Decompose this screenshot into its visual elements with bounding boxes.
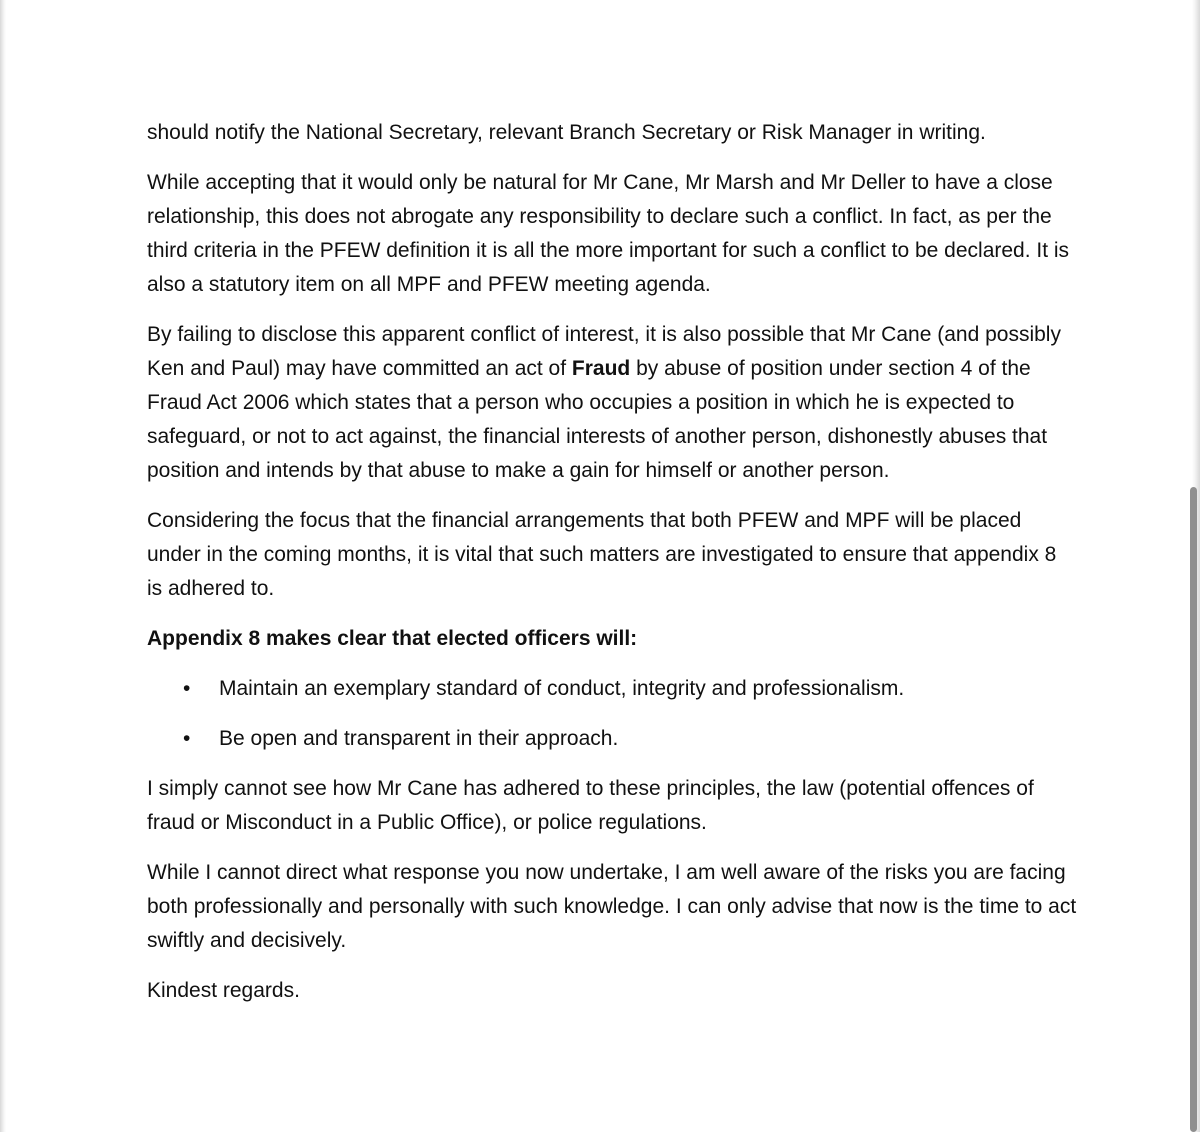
appendix-bullet-list [147, 672, 1077, 756]
bullet-icon: • [183, 677, 191, 700]
fraud-term: Fraud [571, 357, 631, 380]
paragraph-principles: I simply cannot see how Mr Cane has adhered to these principles, the law (potential offences of fraud or Misconduct in a Public Office), or police regulations. [147, 777, 1034, 834]
fraud-text-after: by abuse of position under section 4 of the Fraud Act 2006 which states that a person who occupies a position in which he is expected to safeguard, or not to act against, the financial interests of another person, dishonestly abuses that position and intends by that abuse to make a gain for himself or another person. [147, 357, 1048, 482]
list-item-text: Maintain an exemplary standard of conduct, integrity and professionalism. [219, 677, 905, 700]
paragraph-advice: While I cannot direct what response you now undertake, I am well aware of the risks you are facing both professionally and personally with such knowledge. I can only advise that now is the time to act swiftly and decisively. [147, 861, 1077, 952]
list-item-text: Be open and transparent in their approach. [219, 727, 619, 750]
page-shadow-left [0, 0, 6, 1132]
paragraph-relationship: While accepting that it would only be natural for Mr Cane, Mr Marsh and Mr Deller to have a close relationship, this does not abrogate any responsibility to declare such a conflict. In fact, as per the third criteria in the PFEW definition it is all the more important for such a conflict to be declared. It is also a statutory item on all MPF and PFEW meeting agenda. [147, 171, 1070, 296]
list-item [147, 672, 1077, 706]
paragraph-notify: should notify the National Secretary, relevant Branch Secretary or Risk Manager in writing. [147, 121, 986, 144]
fraud-text-before: By failing to disclose this apparent conflict of interest, it is also possible that Mr Cane (and possibly Ken and Paul) may have committed an act of [147, 323, 1061, 380]
appendix-heading: Appendix 8 makes clear that elected officers will: [147, 627, 638, 650]
paragraph-fraud [147, 318, 1077, 488]
bullet-icon: • [183, 727, 191, 750]
list-item [147, 722, 1077, 756]
paragraph-financial: Considering the focus that the financial arrangements that both PFEW and MPF will be placed under in the coming months, it is vital that such matters are investigated to ensure that appendix 8 is adhered to. [147, 509, 1057, 600]
document-page [147, 116, 1077, 1024]
scrollbar-thumb[interactable] [1190, 487, 1197, 1132]
signoff: Kindest regards. [147, 979, 300, 1002]
